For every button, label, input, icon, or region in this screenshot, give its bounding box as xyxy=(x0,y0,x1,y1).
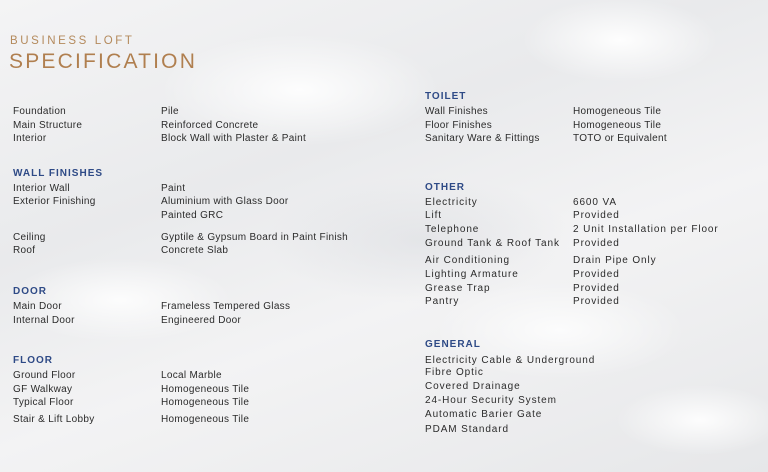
spec-label-main-structure: Main Structure xyxy=(13,120,83,131)
spec-value-ceiling: Gyptile & Gypsum Board in Paint Finish xyxy=(161,232,349,243)
spec-value-pantry: Provided xyxy=(573,296,620,307)
spec-label-gf-walkway: GF Walkway xyxy=(13,384,73,395)
spec-value-gf-walkway: Homogeneous Tile xyxy=(161,384,250,395)
general-item-electricity-cable: Electricity Cable & Underground xyxy=(425,355,596,366)
spec-value-interior-wall: Paint xyxy=(161,183,186,194)
spec-label-interior-wall: Interior Wall xyxy=(13,183,70,194)
spec-label-lift: Lift xyxy=(425,210,442,221)
spec-label-sanitary-ware: Sanitary Ware & Fittings xyxy=(425,133,540,144)
spec-value-electricity: 6600 VA xyxy=(573,197,617,208)
spec-label-toilet-floor-finishes: Floor Finishes xyxy=(425,120,492,131)
spec-label-grease-trap: Grease Trap xyxy=(425,283,491,294)
section-heading-toilet: TOILET xyxy=(425,91,467,102)
spec-label-stair-lift-lobby: Stair & Lift Lobby xyxy=(13,414,95,425)
spec-label-typical-floor: Typical Floor xyxy=(13,397,74,408)
spec-value-telephone: 2 Unit Installation per Floor xyxy=(573,224,719,235)
spec-value-roof: Concrete Slab xyxy=(161,245,229,256)
spec-label-ground-roof-tank: Ground Tank & Roof Tank xyxy=(425,238,560,249)
general-item-barrier-gate: Automatic Barier Gate xyxy=(425,409,543,420)
spec-label-air-conditioning: Air Conditioning xyxy=(425,255,510,266)
spec-value-ground-floor: Local Marble xyxy=(161,370,222,381)
spec-value-toilet-wall-finishes: Homogeneous Tile xyxy=(573,106,662,117)
spec-value-foundation: Pile xyxy=(161,106,179,117)
spec-value-toilet-floor-finishes: Homogeneous Tile xyxy=(573,120,662,131)
spec-value-exterior-finishing: Aluminium with Glass Door xyxy=(161,196,289,207)
general-item-security-system: 24-Hour Security System xyxy=(425,395,557,406)
spec-value-lift: Provided xyxy=(573,210,620,221)
section-heading-wall-finishes: WALL FINISHES xyxy=(13,168,104,179)
section-heading-other: OTHER xyxy=(425,182,465,193)
spec-label-interior: Interior xyxy=(13,133,47,144)
spec-value-main-structure: Reinforced Concrete xyxy=(161,120,259,131)
spec-label-internal-door: Internal Door xyxy=(13,315,75,326)
spec-label-ceiling: Ceiling xyxy=(13,232,46,243)
spec-label-foundation: Foundation xyxy=(13,106,67,117)
general-item-pdam-standard: PDAM Standard xyxy=(425,424,509,435)
spec-value-exterior-finishing-2: Painted GRC xyxy=(161,210,224,221)
spec-label-lighting-armature: Lighting Armature xyxy=(425,269,519,280)
section-heading-general: GENERAL xyxy=(425,339,481,350)
general-item-covered-drainage: Covered Drainage xyxy=(425,381,521,392)
spec-value-air-conditioning: Drain Pipe Only xyxy=(573,255,657,266)
general-item-fibre-optic: Fibre Optic xyxy=(425,367,484,378)
spec-value-stair-lift-lobby: Homogeneous Tile xyxy=(161,414,250,425)
spec-label-toilet-wall-finishes: Wall Finishes xyxy=(425,106,488,117)
spec-value-sanitary-ware: TOTO or Equivalent xyxy=(573,133,667,144)
page-title: SPECIFICATION xyxy=(9,50,198,73)
spec-label-roof: Roof xyxy=(13,245,36,256)
spec-value-grease-trap: Provided xyxy=(573,283,620,294)
spec-value-interior: Block Wall with Plaster & Paint xyxy=(161,133,307,144)
section-heading-floor: FLOOR xyxy=(13,355,53,366)
spec-value-lighting-armature: Provided xyxy=(573,269,620,280)
spec-label-exterior-finishing: Exterior Finishing xyxy=(13,196,96,207)
spec-label-telephone: Telephone xyxy=(425,224,480,235)
spec-label-main-door: Main Door xyxy=(13,301,62,312)
spec-label-pantry: Pantry xyxy=(425,296,460,307)
spec-value-main-door: Frameless Tempered Glass xyxy=(161,301,291,312)
spec-value-ground-roof-tank: Provided xyxy=(573,238,620,249)
spec-value-typical-floor: Homogeneous Tile xyxy=(161,397,250,408)
spec-label-electricity: Electricity xyxy=(425,197,478,208)
section-heading-door: DOOR xyxy=(13,286,47,297)
spec-label-ground-floor: Ground Floor xyxy=(13,370,76,381)
spec-value-internal-door: Engineered Door xyxy=(161,315,242,326)
page-kicker: BUSINESS LOFT xyxy=(10,35,135,47)
